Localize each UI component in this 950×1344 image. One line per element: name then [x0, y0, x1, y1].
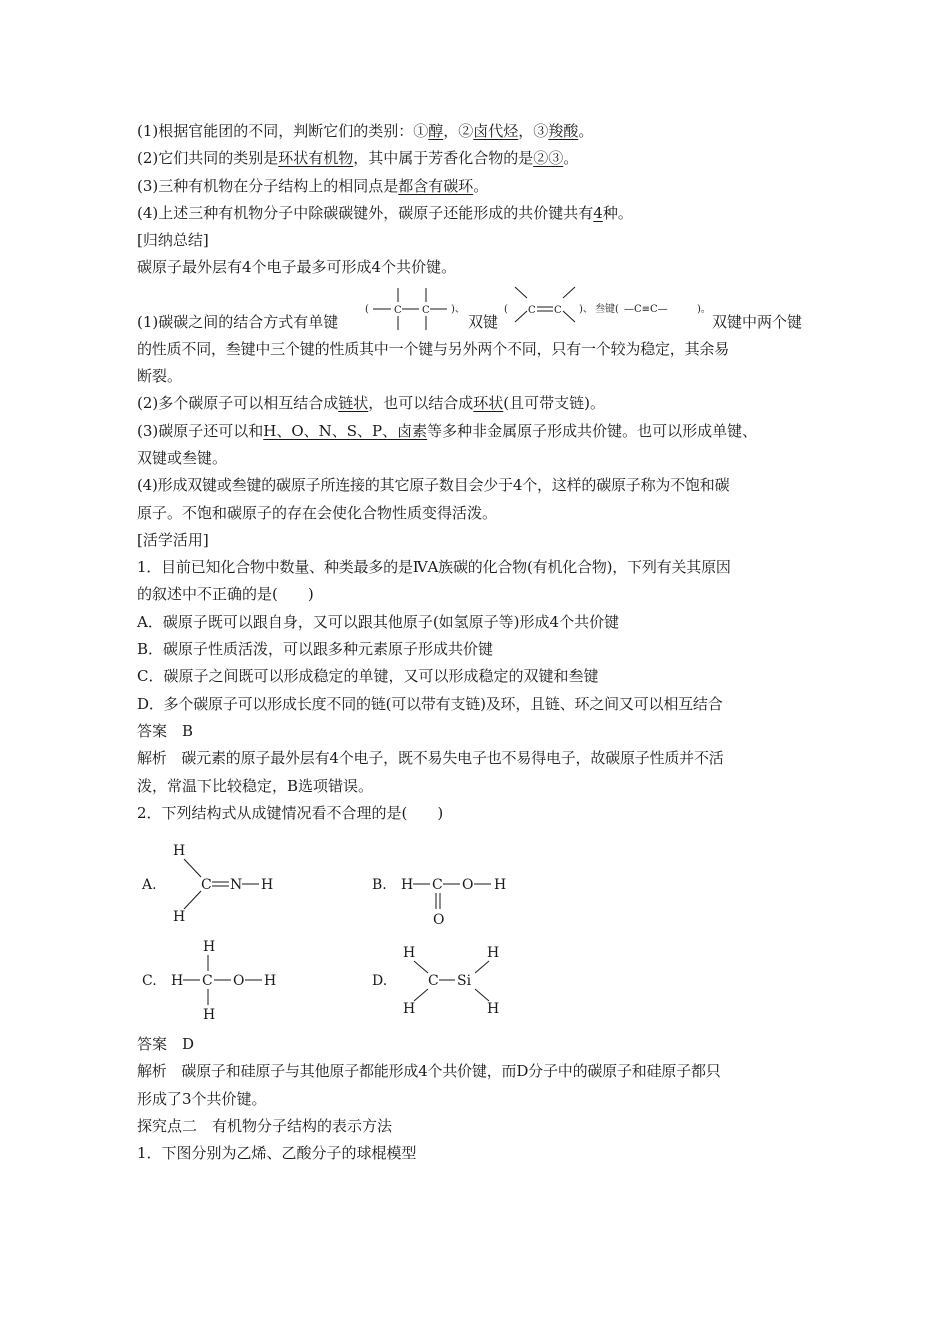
svg-text:H: H [403, 945, 416, 962]
summary-point-2 [137, 390, 817, 417]
answer-line-4 [137, 200, 817, 227]
text: (3)三种有机物在分子结构上的相同点是 [137, 176, 399, 195]
summary-intro: 碳原子最外层有4个电子最多可形成4个共价键。 [137, 258, 457, 277]
summary-line: 双键或叁键。 [137, 448, 228, 467]
text: (2)它们共同的类别是 [137, 149, 279, 168]
blank-answer: 环状 [473, 394, 504, 413]
content-column [137, 118, 817, 1168]
double-bond-figure [504, 287, 711, 322]
text: ，② [443, 122, 474, 140]
question-2-answer: 答案 D [137, 1035, 195, 1054]
structure-a [141, 843, 273, 925]
svg-text:C: C [428, 973, 439, 990]
text: (3)碳原子还可以和 [137, 421, 264, 440]
structure-b [372, 877, 506, 928]
svg-text:D.: D. [372, 973, 388, 990]
blank-answer: 链状 [338, 394, 369, 413]
svg-text:H: H [173, 909, 186, 926]
svg-text:H: H [487, 1001, 500, 1018]
text: 。 [578, 122, 594, 140]
svg-text:H: H [203, 939, 216, 956]
blank-answer: 环状有机物 [278, 149, 354, 168]
blank-answer: 4 [593, 203, 603, 222]
svg-text:)、: )、 [451, 303, 465, 315]
svg-text:C: C [528, 304, 536, 316]
structure-c [142, 939, 276, 1023]
summary-line: 原子。不饱和碳原子的存在会使化合物性质变得活泼。 [137, 503, 498, 522]
question-1-stem: 的叙述中不正确的是( ) [137, 585, 314, 604]
svg-text:H: H [171, 973, 184, 990]
text: ，也可以结合成 [368, 394, 474, 413]
svg-text:H: H [264, 973, 277, 990]
practice-heading: [活学活用] [137, 530, 209, 549]
text: 。 [473, 176, 489, 195]
svg-text:H: H [487, 945, 500, 962]
svg-text:(: ( [504, 303, 508, 315]
svg-text:C: C [201, 877, 212, 894]
question-1-answer: 答案 B [137, 721, 194, 740]
structure-options [137, 827, 817, 1031]
bond-types-text-a: (1)碳碳之间的结合方式有单键 [137, 312, 339, 331]
bond-types-text-b: 双键 [468, 312, 499, 331]
text: 种。 [602, 203, 633, 222]
svg-text:C.: C. [142, 973, 157, 990]
question-2-explanation: 形成了3个共价键。 [137, 1089, 267, 1108]
question-1-explanation: 解析 碳元素的原子最外层有4个电子，既不易失电子也不易得电子，故碳原子性质并不活 [137, 749, 724, 768]
svg-text:H: H [261, 877, 274, 894]
svg-text:O: O [233, 973, 245, 990]
svg-text:C: C [202, 973, 213, 990]
svg-text:Si: Si [457, 973, 472, 990]
single-bond-figure [365, 288, 465, 330]
question-1-stem: 1．目前已知化合物中数量、种类最多的是ⅣA族碳的化合物(有机化合物)，下列有关其原因 [137, 558, 731, 577]
section-line: 1．下图分别为乙烯、乙酸分子的球棍模型 [137, 1144, 417, 1163]
answer-line-1 [137, 118, 817, 145]
text: 等多种非金属原子形成共价键。也可以形成单键、 [427, 421, 758, 440]
answer-line-2 [137, 145, 817, 172]
text: (1)根据官能团的不同，判断它们的类别：① [137, 122, 429, 140]
bond-types-line [137, 282, 817, 336]
blank-answer: 卤代烃 [473, 122, 519, 140]
blank-answer: ②③ [533, 149, 564, 168]
svg-text:C: C [432, 877, 443, 894]
section-heading: 探究点二 有机物分子结构的表示方法 [137, 1117, 393, 1136]
question-1-option-d: D．多个碳原子可以形成长度不同的链(可以带有支链)及环，且链、环之间又可以相互结合 [137, 694, 723, 713]
text: ，其中属于芳香化合物的是 [353, 149, 534, 168]
svg-text:)。: )。 [697, 303, 711, 315]
structure-d [372, 945, 499, 1017]
svg-text:C: C [394, 304, 402, 316]
svg-text:A.: A. [142, 877, 157, 894]
blank-answer: H、O、N、S、P、卤素 [263, 421, 428, 440]
summary-point-3 [137, 418, 817, 445]
blank-answer: 羧酸 [548, 122, 579, 140]
question-1-option-c: C．碳原子之间既可以形成稳定的单键，又可以形成稳定的双键和叁键 [137, 667, 599, 686]
structure-figure [137, 827, 817, 1031]
summary-point-4: (4)形成双键或叁键的碳原子所连接的其它原子数目会少于4个，这样的碳原子称为不饱和碳 [137, 476, 730, 495]
svg-text:叁键(: 叁键( [595, 303, 619, 315]
svg-text:O: O [462, 877, 474, 894]
svg-text:)、: )、 [579, 303, 593, 315]
bond-types-text-c: 双键中两个键 [712, 312, 803, 331]
summary-heading: [归纳总结] [137, 231, 209, 250]
svg-text:(: ( [365, 303, 369, 315]
blank-answer: 醇 [428, 122, 444, 140]
svg-text:H: H [173, 843, 186, 860]
svg-text:H: H [401, 877, 414, 894]
text: (且可带支链)。 [503, 394, 606, 413]
summary-line: 断裂。 [137, 367, 183, 386]
svg-text:C: C [422, 304, 430, 316]
svg-text:N: N [230, 877, 243, 894]
answer-line-3 [137, 173, 817, 200]
summary-line: 的性质不同，叁键中三个键的性质其中一个键与另外两个不同，只有一个较为稳定，其余易 [137, 339, 730, 358]
svg-text:C: C [554, 304, 562, 316]
question-2-explanation: 解析 碳原子和硅原子与其他原子都能形成4个共价键，而D分子中的碳原子和硅原子都只 [137, 1062, 721, 1081]
text: (4)上述三种有机物分子中除碳碳键外，碳原子还能形成的共价键共有 [137, 203, 594, 222]
question-2-stem: 2．下列结构式从成键情况看不合理的是( ) [137, 803, 444, 822]
text: (2)多个碳原子可以相互结合成 [137, 394, 339, 413]
svg-text:H: H [494, 877, 507, 894]
question-1-option-b: B．碳原子性质活泼，可以跟多种元素原子形成共价键 [137, 640, 494, 659]
svg-text:B.: B. [372, 877, 387, 894]
question-1-option-a: A．碳原子既可以跟自身，又可以跟其他原子(如氢原子等)形成4个共价键 [137, 612, 620, 631]
svg-text:—C≡C—: —C≡C— [624, 303, 668, 315]
svg-text:H: H [203, 1007, 216, 1024]
blank-answer: 都含有碳环 [398, 176, 474, 195]
svg-text:H: H [403, 1001, 416, 1018]
question-1-explanation: 泼，常温下比较稳定，B选项错误。 [137, 776, 374, 795]
text: ，③ [518, 122, 549, 140]
svg-text:O: O [433, 912, 445, 929]
text: 。 [563, 149, 579, 168]
